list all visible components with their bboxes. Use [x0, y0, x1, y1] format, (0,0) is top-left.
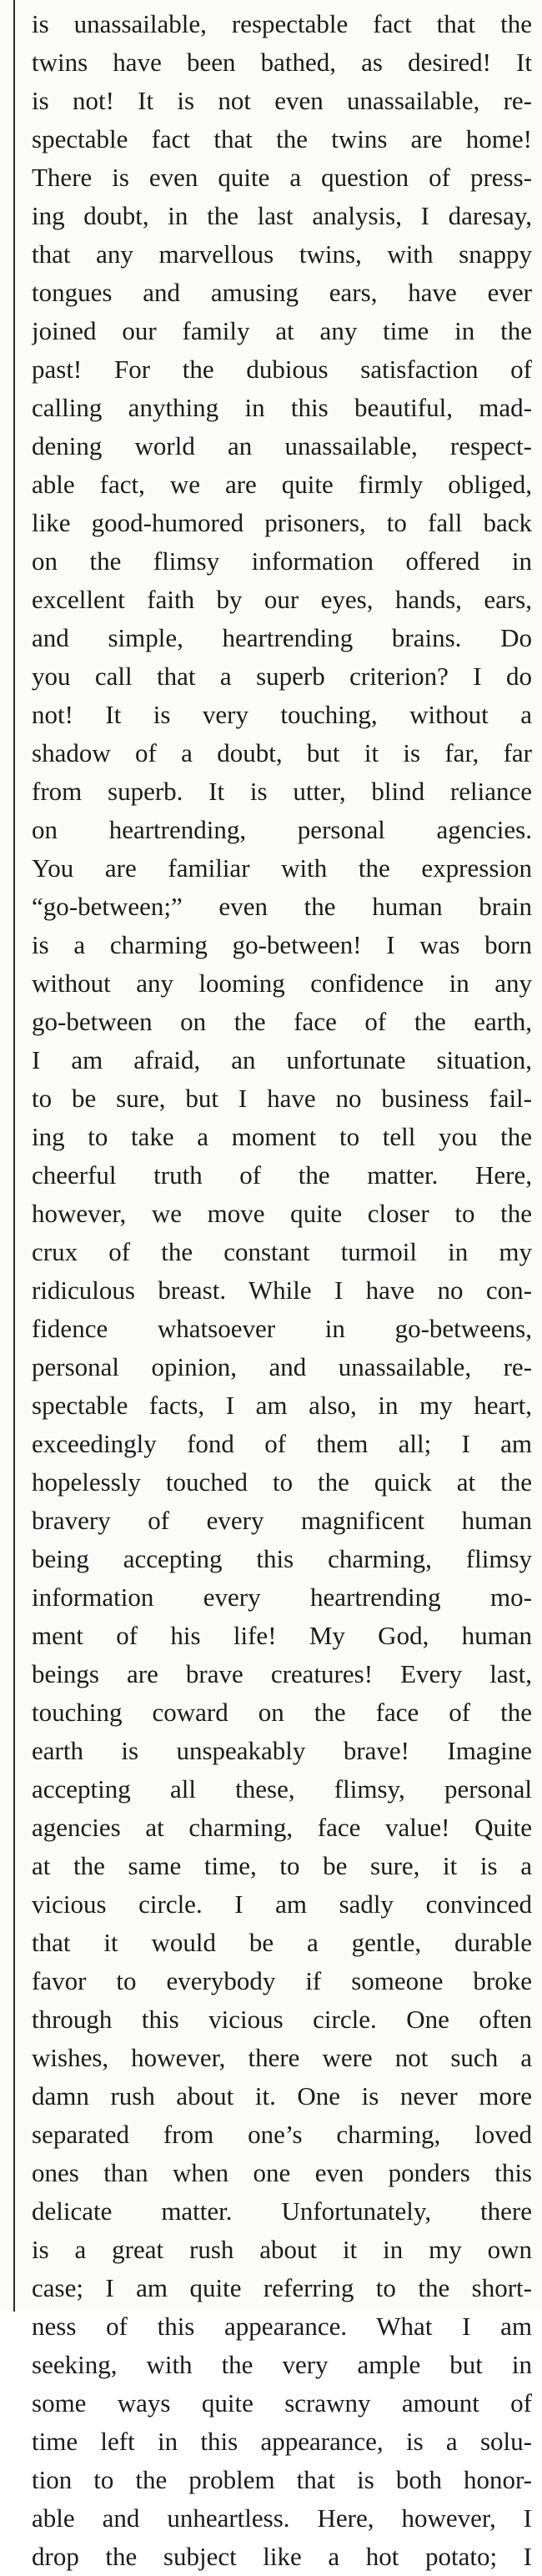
column-rule [13, 0, 15, 2312]
text-line: fidence whatsoever in go-betweens, [32, 1314, 532, 1343]
text-line: ment of his life! My God, human [32, 1621, 532, 1650]
text-line: “go-between;” even the human brain [32, 892, 532, 921]
text-line: cheerful truth of the matter. Here, [32, 1160, 532, 1190]
text-line: from superb. It is utter, blind reliance [32, 777, 532, 806]
text-line: time left in this appearance, is a solu- [32, 2427, 532, 2456]
text-line: that it would be a gentle, durable [32, 1928, 532, 1957]
text-line: favor to everybody if someone broke [32, 1966, 532, 1995]
text-line: accepting all these, flimsy, personal [32, 1774, 532, 1804]
text-line: excellent faith by our eyes, hands, ears, [32, 585, 532, 614]
text-line: damn rush about it. One is never more [32, 2081, 532, 2111]
text-line: at the same time, to be sure, it is a [32, 1851, 532, 1880]
text-line: I am afraid, an unfortunate situation, [32, 1045, 532, 1074]
text-line: personal opinion, and unassailable, re- [32, 1352, 532, 1381]
text-line: tion to the problem that is both honor- [32, 2465, 532, 2494]
text-line: that any marvellous twins, with snappy [32, 239, 532, 269]
text-line: seeking, with the very ample but in [32, 2350, 532, 2379]
text-line: go-between on the face of the earth, [32, 1007, 532, 1036]
text-line: able and unheartless. Here, however, I [32, 2503, 532, 2533]
text-line: is a charming go-between! I was born [32, 930, 532, 959]
text-line: on heartrending, personal agencies. [32, 815, 532, 844]
text-line: agencies at charming, face value! Quite [32, 1813, 532, 1842]
text-line: spectable facts, I am also, in my heart, [32, 1391, 532, 1420]
text-line: is unassailable, respectable fact that the [32, 9, 532, 38]
text-line: however, we move quite closer to the [32, 1199, 532, 1228]
text-line: ness of this appearance. What I am [32, 2312, 532, 2341]
text-line: without any looming confidence in any [32, 969, 532, 998]
text-line: is a great rush about it in my own [32, 2235, 532, 2264]
text-line: touching coward on the face of the [32, 1698, 532, 1727]
text-line: calling anything in this beautiful, mad- [32, 393, 532, 422]
text-line: ridiculous breast. While I have no con- [32, 1275, 532, 1305]
text-line: You are familiar with the expression [32, 853, 532, 883]
text-line: wishes, however, there were not such a [32, 2043, 532, 2072]
text-line: crux of the constant turmoil in my [32, 1237, 532, 1266]
text-line: There is even quite a question of press- [32, 163, 532, 192]
text-line: on the flimsy information offered in [32, 546, 532, 576]
text-line: joined our family at any time in the [32, 316, 532, 345]
text-line: some ways quite scrawny amount of [32, 2388, 532, 2418]
text-line: and simple, heartrending brains. Do [32, 623, 532, 652]
text-line: not! It is very touching, without a [32, 700, 532, 729]
text-line: able fact, we are quite firmly obliged, [32, 470, 532, 499]
text-line: separated from one’s charming, loved [32, 2120, 532, 2149]
text-line: past! For the dubious satisfaction of [32, 355, 532, 384]
text-line: ones than when one even ponders this [32, 2158, 532, 2187]
text-line: delicate matter. Unfortunately, there [32, 2196, 532, 2226]
text-line: beings are brave creatures! Every last, [32, 1659, 532, 1688]
text-line: earth is unspeakably brave! Imagine [32, 1736, 532, 1765]
text-line: you call that a superb criterion? I do [32, 662, 532, 691]
text-line: is not! It is not even unassailable, re- [32, 86, 532, 115]
text-line: ing to take a moment to tell you the [32, 1122, 532, 1151]
text-line: ing doubt, in the last analysis, I daresay, [32, 201, 532, 230]
text-column [32, 5, 532, 2576]
text-line: bravery of every magnificent human [32, 1506, 532, 1535]
text-line: twins have been bathed, as desired! It [32, 48, 532, 77]
text-line: like good-humored prisoners, to fall back [32, 508, 532, 537]
text-line: vicious circle. I am sadly convinced [32, 1889, 532, 1919]
text-line: tongues and amusing ears, have ever [32, 278, 532, 307]
text-line: shadow of a doubt, but it is far, far [32, 738, 532, 767]
text-line: exceedingly fond of them all; I am [32, 1429, 532, 1458]
text-line: through this vicious circle. One often [32, 2005, 532, 2034]
text-line: information every heartrending mo- [32, 1582, 532, 1612]
text-line: to be sure, but I have no business fail- [32, 1084, 532, 1113]
text-line: being accepting this charming, flimsy [32, 1544, 532, 1573]
text-line: dening world an unassailable, respect- [32, 431, 532, 460]
text-line: spectable fact that the twins are home! [32, 124, 532, 153]
text-line: drop the subject like a hot potato; I [32, 2542, 532, 2571]
text-line: case; I am quite referring to the short- [32, 2273, 532, 2302]
text-line: hopelessly touched to the quick at the [32, 1467, 532, 1497]
